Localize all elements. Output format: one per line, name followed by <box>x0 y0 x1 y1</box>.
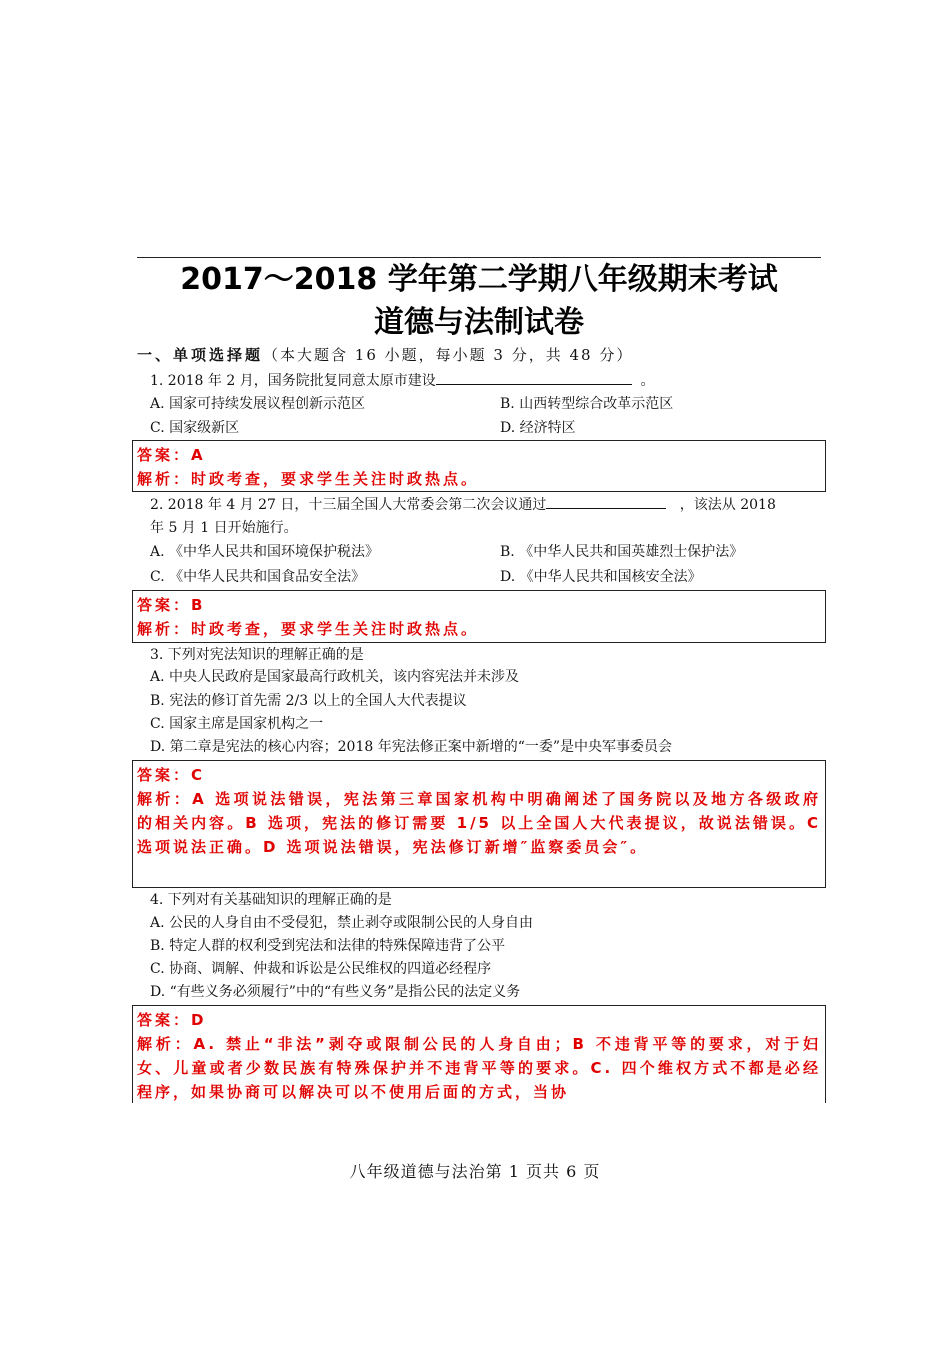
question-2-option-c: C. 《中华人民共和国食品安全法》 <box>150 569 366 585</box>
question-4-explanation: 解析：A. 禁止“非法”剥夺或限制公民的人身自由；B 不违背平等的要求，对于妇女、儿童或者少数民族有特殊保护并不违背平等的要求。C. 四个维权方式不都是必经程序，如果协商可以解决可以不使用后面的方式，当协 <box>137 1035 821 1101</box>
question-4-option-a: A. 公民的人身自由不受侵犯，禁止剥夺或限制公民的人身自由 <box>150 915 534 931</box>
question-2-option-b: B. 《中华人民共和国英雄烈士保护法》 <box>500 544 744 560</box>
section-title: 一、单项选择题 <box>137 346 264 364</box>
question-2-answer-box <box>132 590 826 643</box>
section-note: （本大题含 16 小题，每小题 3 分，共 48 分） <box>263 346 634 364</box>
header-rule <box>137 257 821 258</box>
question-1-option-a: A. 国家可持续发展议程创新示范区 <box>150 396 366 412</box>
question-3-option-a: A. 中央人民政府是国家最高行政机关，该内容宪法并未涉及 <box>150 669 520 685</box>
question-2-stem <box>150 495 776 515</box>
exam-subtitle: 道德与法制试卷 <box>374 305 584 340</box>
question-1-text: 1. 2018 年 2 月，国务院批复同意太原市建设 <box>150 373 436 389</box>
question-4-stem: 4. 下列对有关基础知识的理解正确的是 <box>150 892 392 908</box>
question-3-option-c: C. 国家主席是国家机构之一 <box>150 716 324 732</box>
question-1-option-b: B. 山西转型综合改革示范区 <box>500 396 674 412</box>
question-2-text: 2. 2018 年 4 月 27 日，十三届全国人大常委会第二次会议通过 <box>150 497 547 513</box>
question-4-option-d: D. “有些义务必须履行”中的“有些义务”是指公民的法定义务 <box>150 984 521 1000</box>
page-footer: 八年级道德与法治第 1 页共 6 页 <box>349 1162 601 1181</box>
question-3-answer-box <box>132 760 826 888</box>
question-2-option-d: D. 《中华人民共和国核安全法》 <box>500 569 702 585</box>
question-1-answer: 答案：A <box>137 446 206 464</box>
question-2-option-a: A. 《中华人民共和国环境保护税法》 <box>150 544 380 560</box>
question-4-option-c: C. 协商、调解、仲裁和诉讼是公民维权的四道必经程序 <box>150 961 492 977</box>
section-heading <box>137 345 633 365</box>
question-4-answer: 答案：D <box>137 1011 207 1029</box>
question-3-option-d: D. 第二章是宪法的核心内容；2018 年宪法修正案中新增的“一委”是中央军事委员会 <box>150 739 673 755</box>
answer-blank <box>546 496 666 509</box>
question-2-explanation: 解析：时政考查，要求学生关注时政热点。 <box>137 620 480 638</box>
question-3-stem: 3. 下列对宪法知识的理解正确的是 <box>150 647 364 663</box>
question-3-answer: 答案：C <box>137 766 206 784</box>
exam-title: 2017～2018 学年第二学期八年级期末考试 <box>180 262 778 297</box>
question-1-option-d: D. 经济特区 <box>500 420 576 436</box>
question-1-option-c: C. 国家级新区 <box>150 420 240 436</box>
answer-blank <box>436 372 632 385</box>
question-2-stem-line2: 年 5 月 1 日开始施行。 <box>150 520 298 536</box>
question-3-explanation: 解析：A 选项说法错误，宪法第三章国家机构中明确阐述了国务院以及地方各级政府的相关内容。B 选项，宪法的修订需要 1/5 以上全国人大代表提议，故说法错误。C 选项说法正确。D 选项说法错误，宪法修订新增″监察委员会″。 <box>137 790 821 856</box>
question-1-explanation: 解析：时政考查，要求学生关注时政热点。 <box>137 470 480 488</box>
question-1-answer-box <box>132 440 826 492</box>
question-1-stem <box>150 371 655 391</box>
question-3-option-b: B. 宪法的修订首先需 2/3 以上的全国人大代表提议 <box>150 693 467 709</box>
question-4-answer-box <box>132 1005 826 1103</box>
question-2-answer: 答案：B <box>137 596 206 614</box>
question-1-end: 。 <box>640 373 655 389</box>
question-4-option-b: B. 特定人群的权利受到宪法和法律的特殊保障违背了公平 <box>150 938 506 954</box>
question-2-text-tail: ，该法从 2018 <box>679 497 776 513</box>
